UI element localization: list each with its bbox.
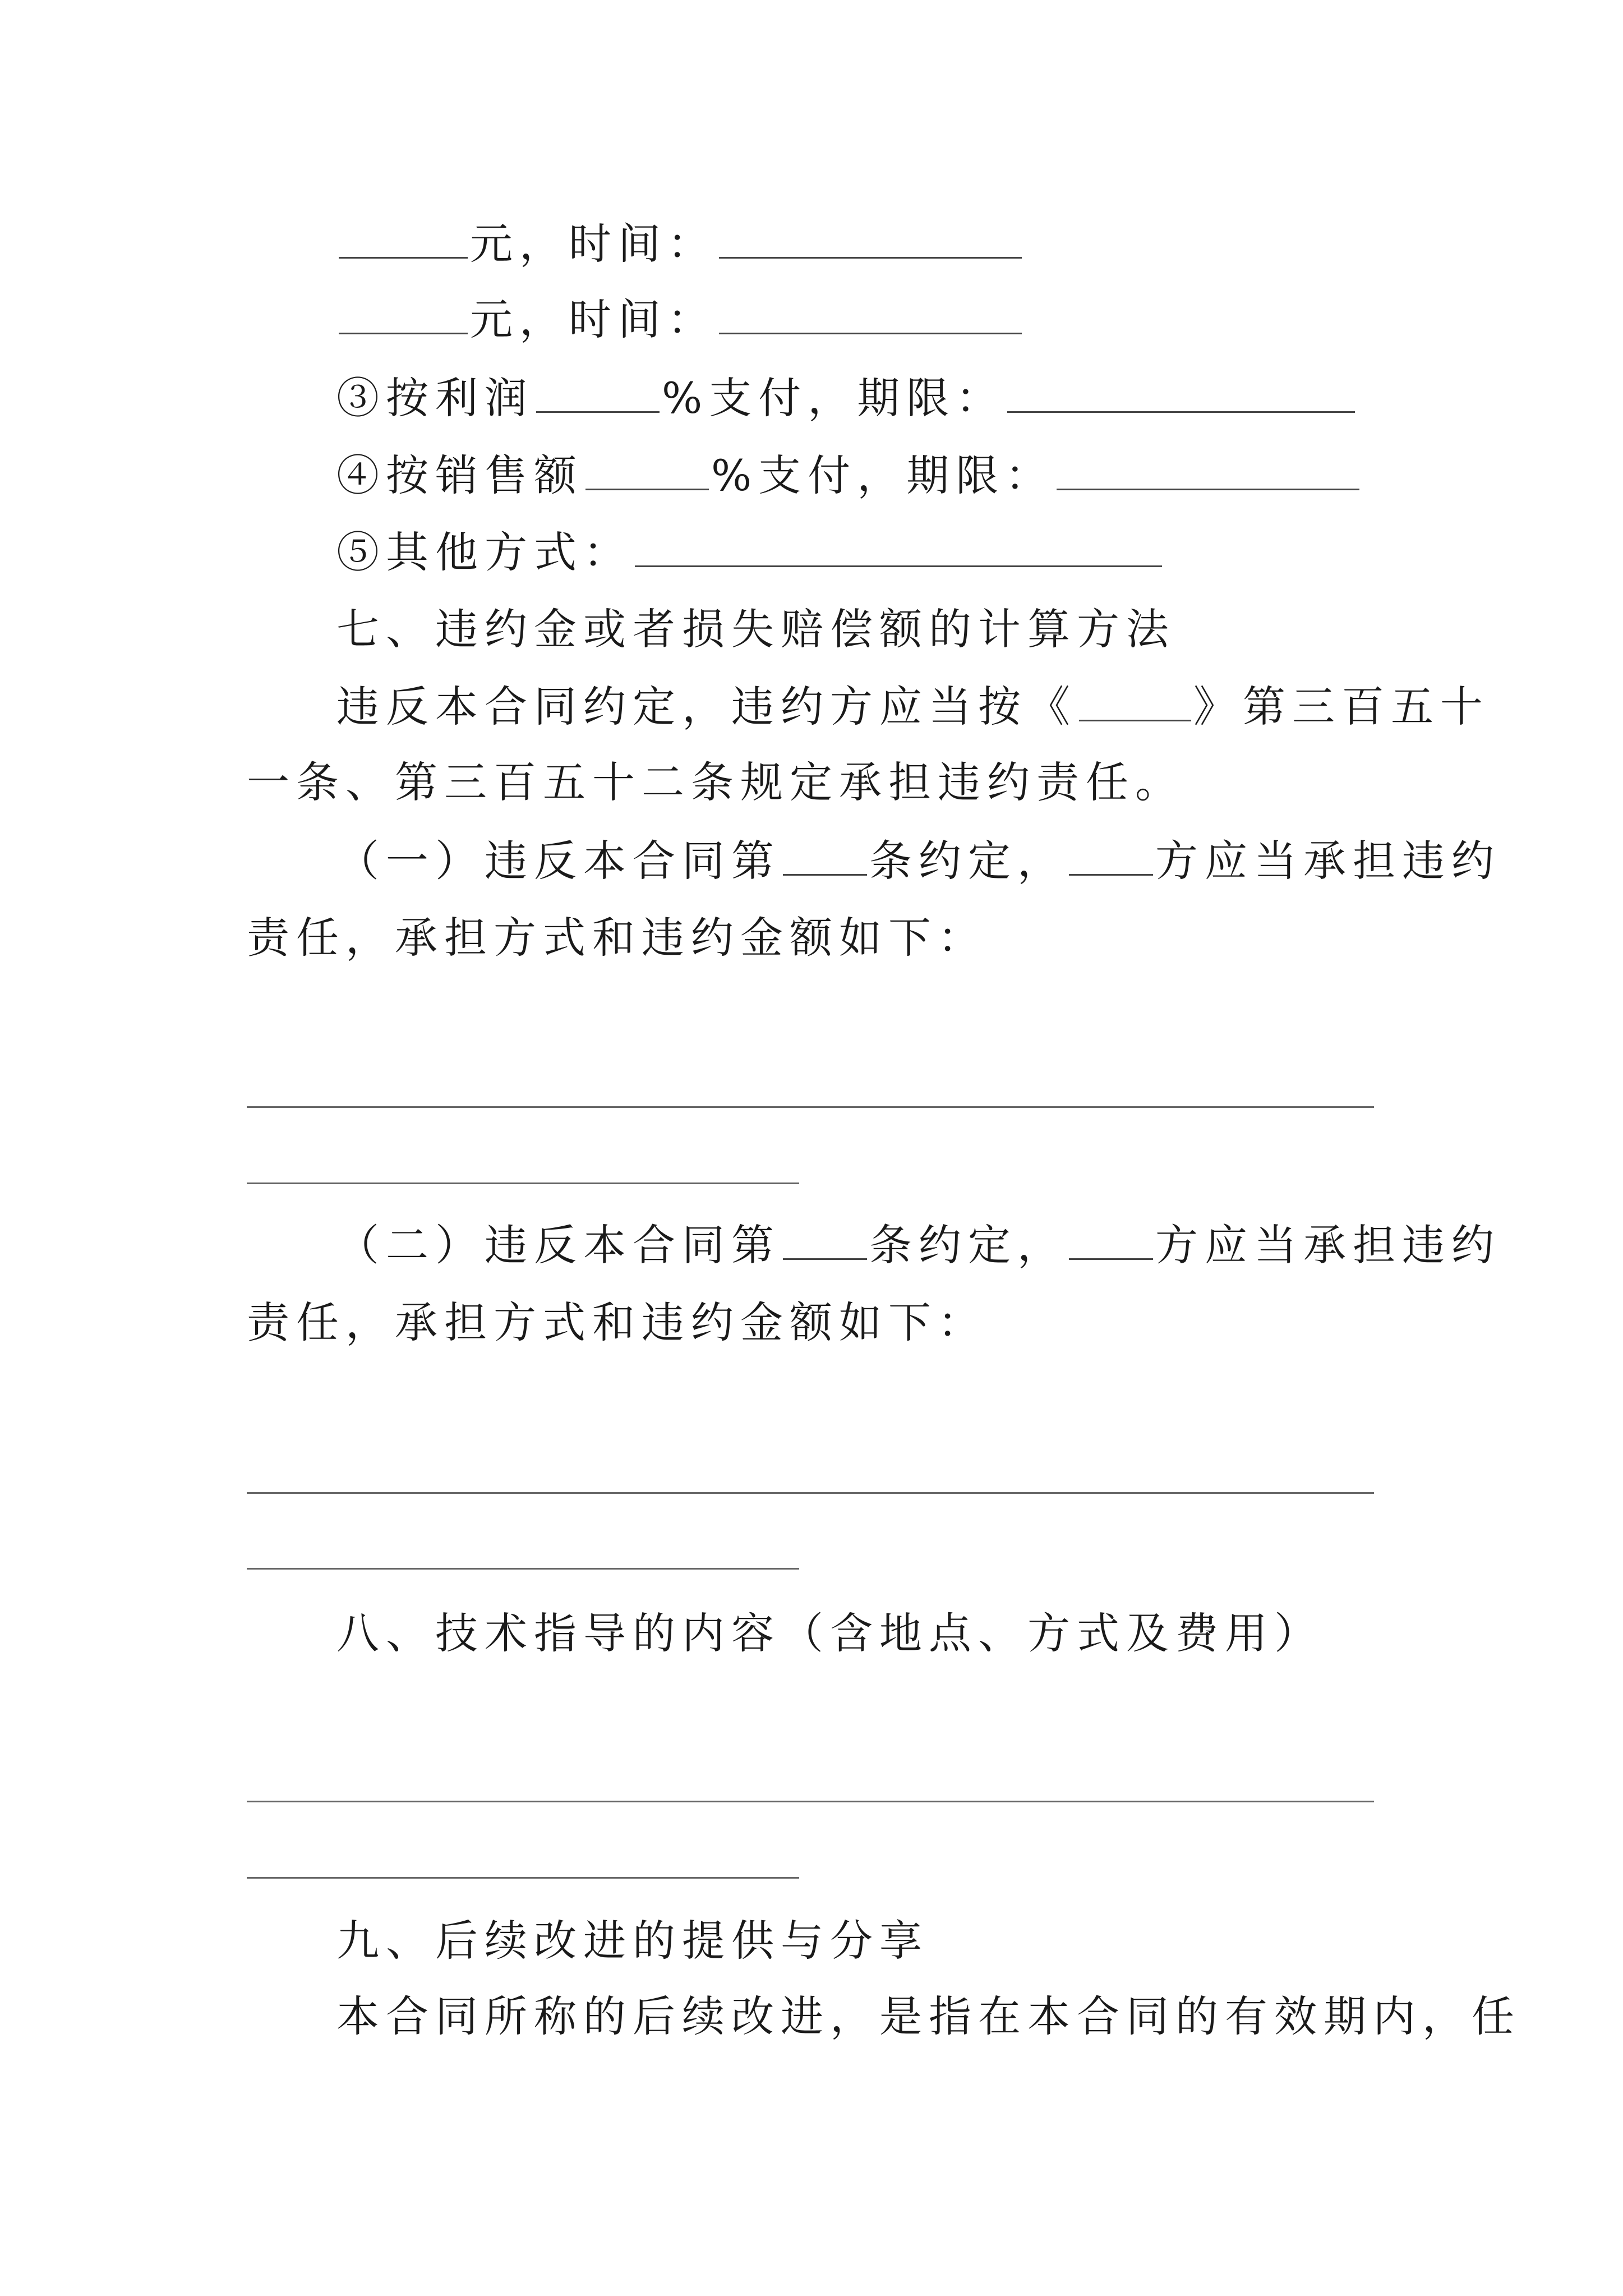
other-payment-line (336, 524, 1164, 581)
sales-payment-line (336, 448, 1362, 504)
sales-percent-blank[interactable] (585, 449, 709, 490)
s7-p1-part-b: 》第三百五十 (1193, 682, 1490, 731)
profit-payment-line (336, 370, 1357, 426)
s7-p1-part-a: 违反本合同约定，违约方应当按《 (336, 682, 1077, 731)
section-9-paragraph-line-1: 本合同所称的后续改进，是指在本合同的有效期内，任 (336, 1991, 1521, 2041)
clause-1-line-1 (336, 833, 1501, 889)
law-name-blank[interactable] (1079, 680, 1191, 721)
section-7-paragraph-line-2: 一条、第三百五十二条规定承担违约责任。 (247, 757, 1184, 807)
clause-1-line-2: 责任，承担方式和违约金额如下： (247, 913, 987, 963)
other-method-label: ⑤其他方式： (336, 527, 633, 577)
section-8-answer-line-2[interactable] (247, 1877, 799, 1879)
clause-2-line-2: 责任，承担方式和违约金额如下： (247, 1297, 987, 1347)
sales-term-blank[interactable] (1057, 449, 1359, 490)
clause-1-party-blank[interactable] (1069, 835, 1153, 876)
clause-2-part-a: （二）违反本合同第 (336, 1220, 781, 1270)
clause-2-part-c: 方应当承担违约 (1155, 1220, 1501, 1270)
clause-2-article-blank[interactable] (783, 1219, 867, 1260)
section-8-heading: 八、技术指导的内容（含地点、方式及费用） (336, 1608, 1324, 1658)
amount-blank[interactable] (339, 218, 468, 259)
profit-term-label: %支付，期限： (662, 373, 1006, 423)
profit-term-blank[interactable] (1007, 372, 1355, 413)
sales-term-label: %支付，期限： (711, 450, 1055, 500)
clause-1-part-c: 方应当承担违约 (1155, 836, 1501, 886)
time-blank[interactable] (719, 293, 1022, 334)
section-8-answer-line-1[interactable] (247, 1801, 1374, 1802)
section-9-heading: 九、后续改进的提供与分享 (336, 1916, 929, 1966)
profit-label: ③按利润 (336, 373, 534, 423)
clause-2-line-1 (336, 1217, 1501, 1273)
clause-1-answer-line-2[interactable] (247, 1182, 799, 1184)
clause-2-party-blank[interactable] (1069, 1219, 1153, 1260)
payment-line-1 (336, 216, 1024, 272)
clause-2-part-b: 条约定， (869, 1220, 1067, 1270)
payment-line-1-label: 元，时间： (470, 219, 717, 269)
other-method-blank[interactable] (635, 526, 1162, 567)
clause-1-article-blank[interactable] (783, 835, 867, 876)
clause-1-part-b: 条约定， (869, 836, 1067, 886)
time-blank[interactable] (719, 218, 1022, 259)
clause-2-answer-line-1[interactable] (247, 1492, 1374, 1494)
clause-1-answer-line-1[interactable] (247, 1106, 1374, 1108)
amount-blank[interactable] (339, 293, 468, 334)
section-7-paragraph-line-1 (336, 679, 1490, 735)
sales-label: ④按销售额 (336, 450, 583, 500)
clause-2-answer-line-2[interactable] (247, 1568, 799, 1570)
section-7-heading: 七、违约金或者损失赔偿额的计算方法 (336, 604, 1175, 654)
clause-1-part-a: （一）违反本合同第 (336, 836, 781, 886)
profit-percent-blank[interactable] (536, 372, 660, 413)
payment-line-2 (336, 292, 1024, 348)
payment-line-2-label: 元，时间： (470, 295, 717, 344)
